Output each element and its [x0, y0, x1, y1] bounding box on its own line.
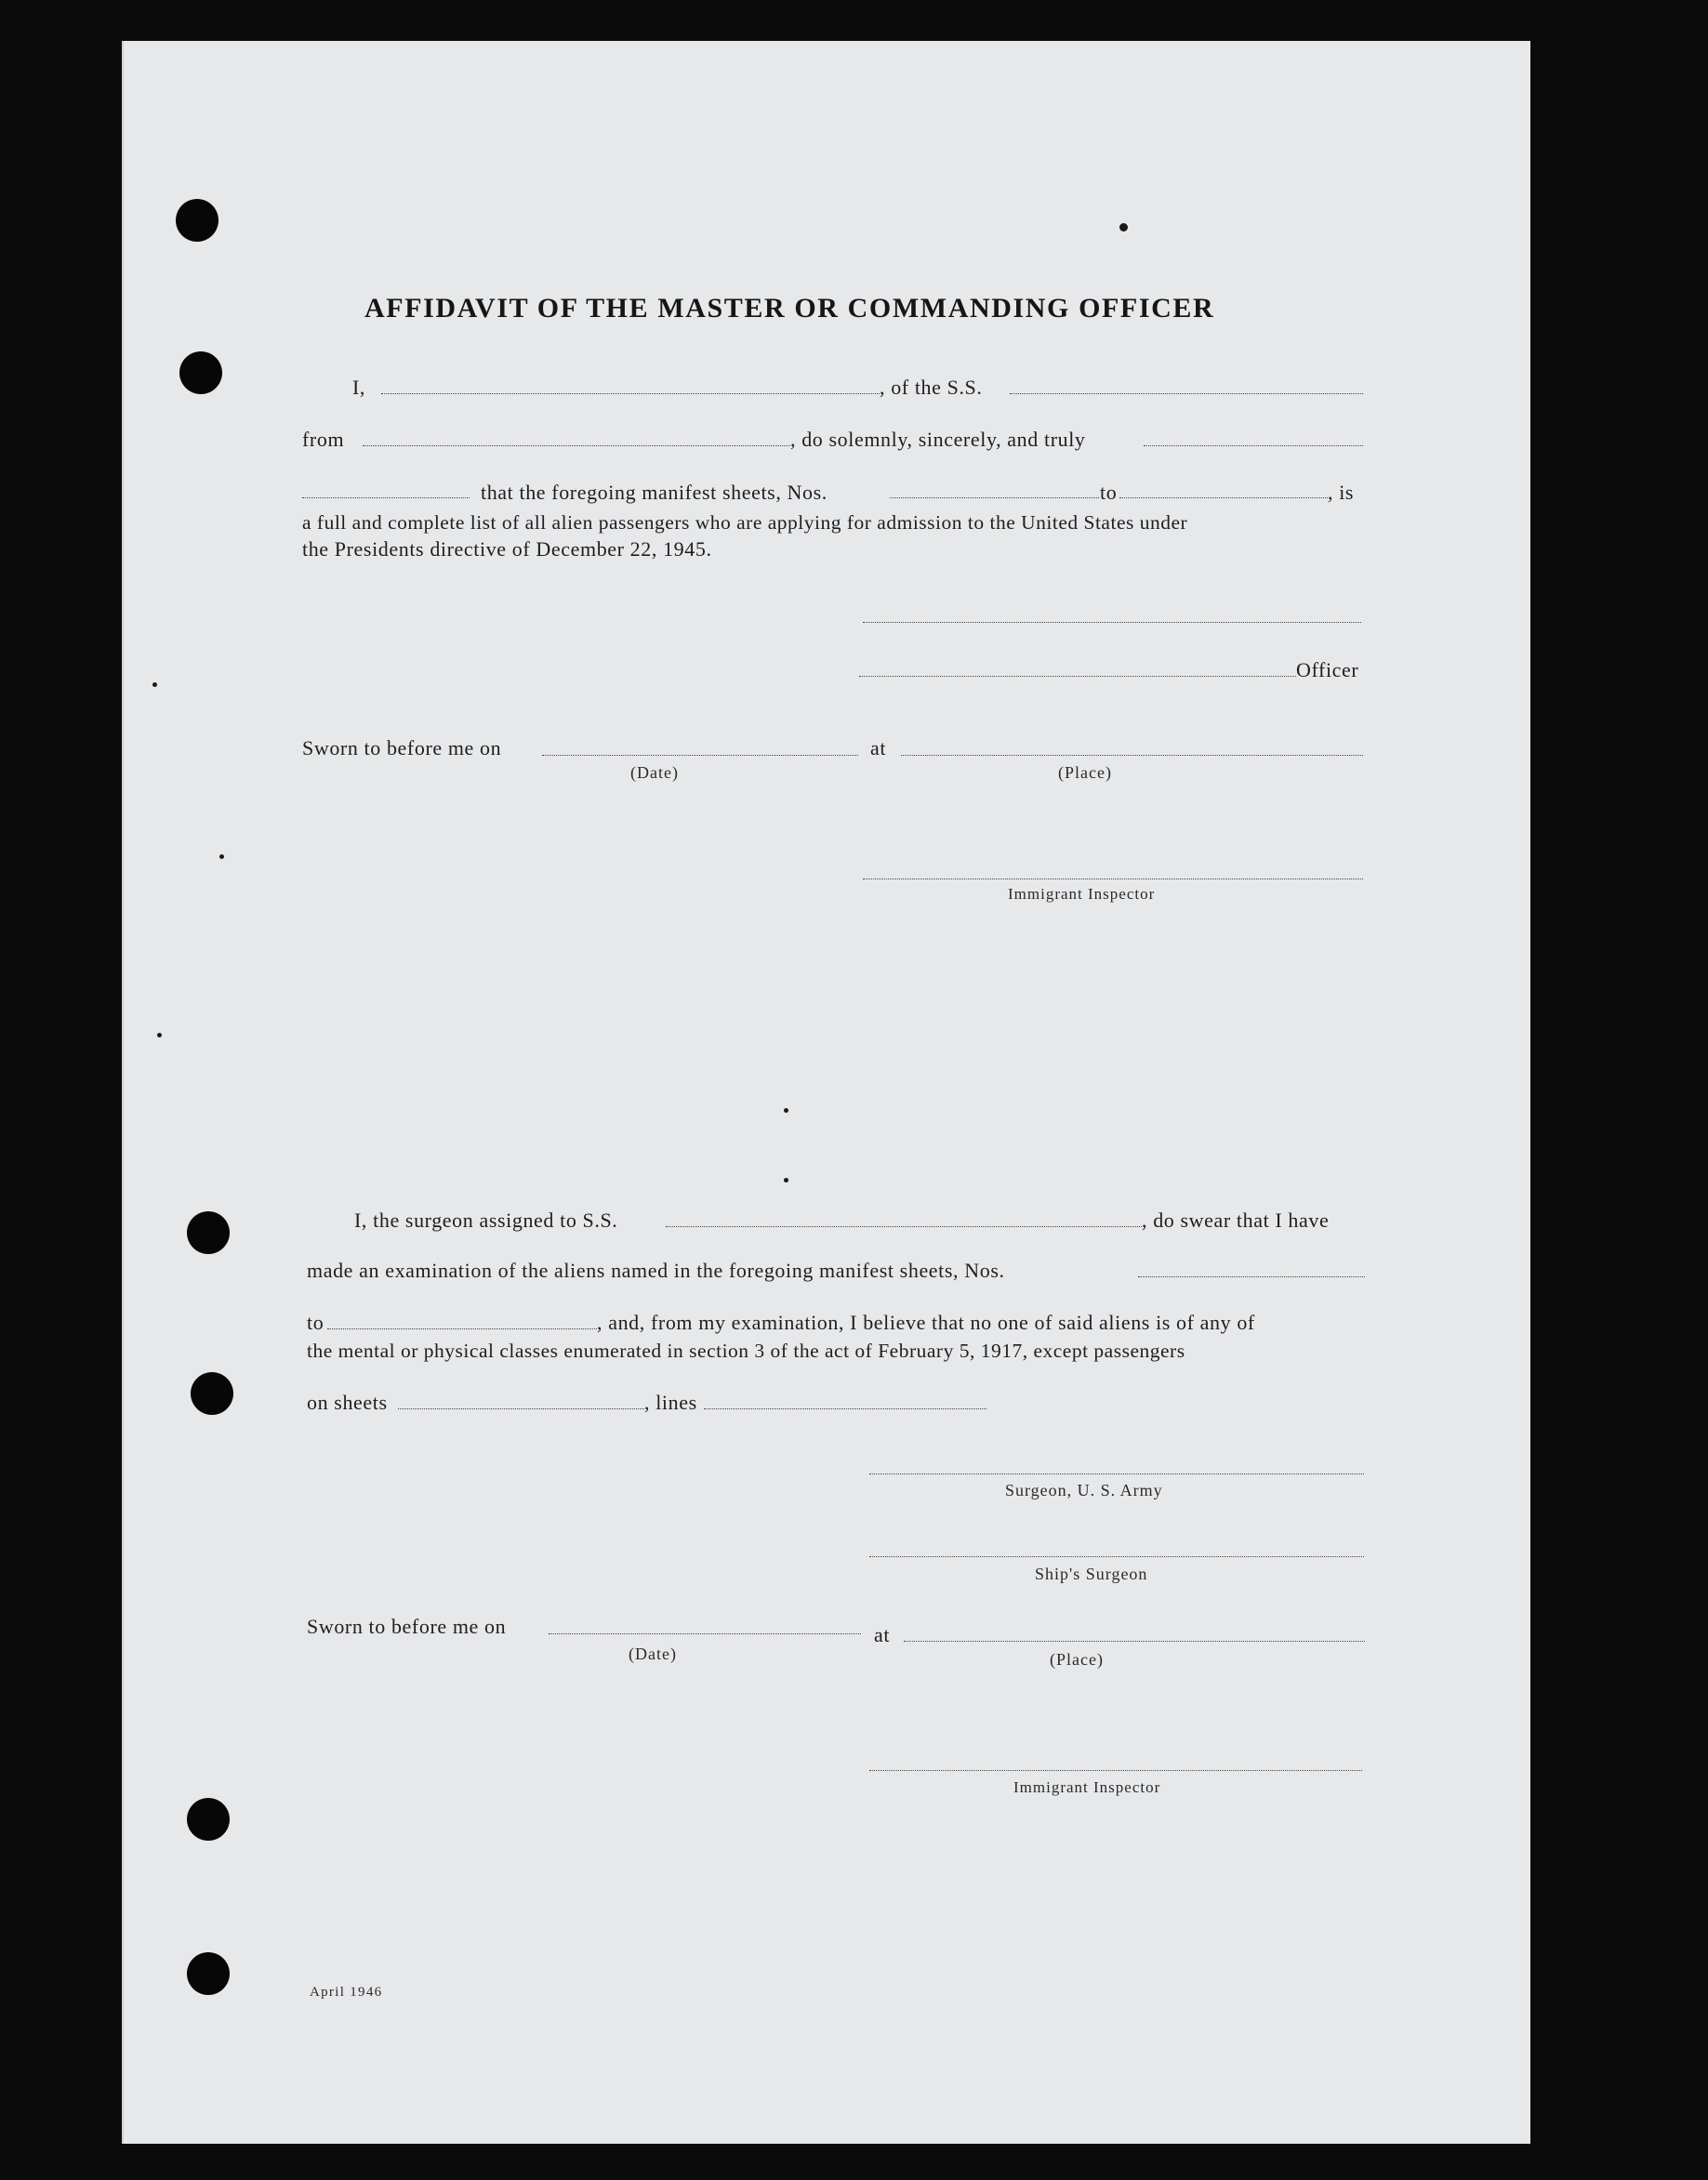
affidavit-from-label: from	[302, 428, 345, 451]
surgeon-sworn-label: Sworn to before me on	[307, 1615, 507, 1638]
scan-speck	[152, 682, 157, 687]
form-date-footer: April 1946	[310, 1985, 383, 2000]
sworn-place-field[interactable]	[901, 755, 1363, 756]
scan-speck	[784, 1178, 788, 1182]
punch-hole	[179, 351, 222, 394]
scan-speck	[1119, 223, 1128, 231]
manifest-nos-from-field[interactable]	[890, 497, 1099, 498]
punch-hole	[176, 199, 218, 242]
surgeon-line4: the mental or physical classes enumerated in section 3 of the act of February 5, 1917, except passengers	[307, 1340, 1185, 1362]
officer-title-field[interactable]	[859, 676, 1296, 677]
officer-signature-field[interactable]	[863, 622, 1361, 623]
excepted-lines-field[interactable]	[704, 1408, 986, 1409]
affidavit-text-line4: a full and complete list of all alien passengers who are applying for admission to the United States under	[302, 511, 1188, 534]
surgeon-manifest-from-field[interactable]	[1138, 1276, 1365, 1277]
inspector-caption: Immigrant Inspector	[1008, 885, 1156, 903]
surgeon-date-caption: (Date)	[629, 1645, 677, 1663]
ship-name-field[interactable]	[1010, 393, 1363, 394]
surgeon-manifest-to-field[interactable]	[327, 1328, 597, 1329]
excepted-sheets-field[interactable]	[398, 1408, 644, 1409]
surgeon-lines-label: , lines	[644, 1391, 697, 1414]
affidavit-manifest-label: that the foregoing manifest sheets, Nos.	[481, 481, 828, 504]
ship-surgeon-signature-field[interactable]	[869, 1556, 1364, 1557]
oath-verb-field[interactable]	[302, 497, 470, 498]
sworn-date-field[interactable]	[542, 755, 858, 756]
surgeon-sheets-label: on sheets	[307, 1391, 388, 1414]
scan-speck	[219, 854, 224, 859]
affidavit-of-ss-label: , of the S.S.	[880, 376, 983, 399]
surgeon-place-caption: (Place)	[1050, 1650, 1104, 1669]
punch-hole	[187, 1952, 230, 1995]
affidavit-i-label: I,	[352, 376, 366, 399]
manifest-nos-to-field[interactable]	[1119, 497, 1328, 498]
punch-hole	[191, 1372, 233, 1415]
oath-field[interactable]	[1144, 445, 1363, 446]
master-name-field[interactable]	[381, 393, 880, 394]
army-surgeon-caption: Surgeon, U. S. Army	[1005, 1481, 1163, 1500]
form-sheet	[122, 41, 1530, 2144]
origin-port-field[interactable]	[363, 445, 790, 446]
punch-hole	[187, 1798, 230, 1841]
surgeon-inspector-signature-field[interactable]	[869, 1770, 1362, 1771]
surgeon-sworn-at-label: at	[874, 1623, 891, 1646]
scan-speck	[157, 1033, 162, 1037]
surgeon-line2: made an examination of the aliens named in the foregoing manifest sheets, Nos.	[307, 1259, 1005, 1282]
sworn-at-label: at	[870, 736, 887, 760]
affidavit-swear-label: , do solemnly, sincerely, and truly	[790, 428, 1086, 451]
surgeon-sworn-date-field[interactable]	[549, 1633, 861, 1634]
surgeon-inspector-caption: Immigrant Inspector	[1013, 1778, 1161, 1796]
punch-hole	[187, 1211, 230, 1254]
ship-surgeon-caption: Ship's Surgeon	[1035, 1565, 1148, 1583]
affidavit-to-label: to	[1100, 481, 1118, 504]
officer-label: Officer	[1296, 658, 1359, 681]
sworn-label: Sworn to before me on	[302, 736, 502, 760]
surgeon-line1-start: I, the surgeon assigned to S.S.	[354, 1209, 618, 1232]
army-surgeon-signature-field[interactable]	[869, 1473, 1364, 1474]
surgeon-ship-field[interactable]	[666, 1226, 1142, 1227]
date-caption: (Date)	[630, 763, 679, 782]
place-caption: (Place)	[1058, 763, 1112, 782]
surgeon-line3-rest: , and, from my examination, I believe that no one of said aliens is of any of	[597, 1311, 1255, 1334]
surgeon-to-label: to	[307, 1311, 324, 1334]
scan-speck	[784, 1108, 788, 1113]
surgeon-sworn-place-field[interactable]	[904, 1641, 1365, 1642]
affidavit-text-line5: the Presidents directive of December 22, 1945.	[302, 537, 712, 561]
affidavit-is-label: , is	[1328, 481, 1355, 504]
form-title: AFFIDAVIT OF THE MASTER OR COMMANDING OFFICER	[364, 293, 1215, 324]
surgeon-line1-end: , do swear that I have	[1142, 1209, 1330, 1232]
